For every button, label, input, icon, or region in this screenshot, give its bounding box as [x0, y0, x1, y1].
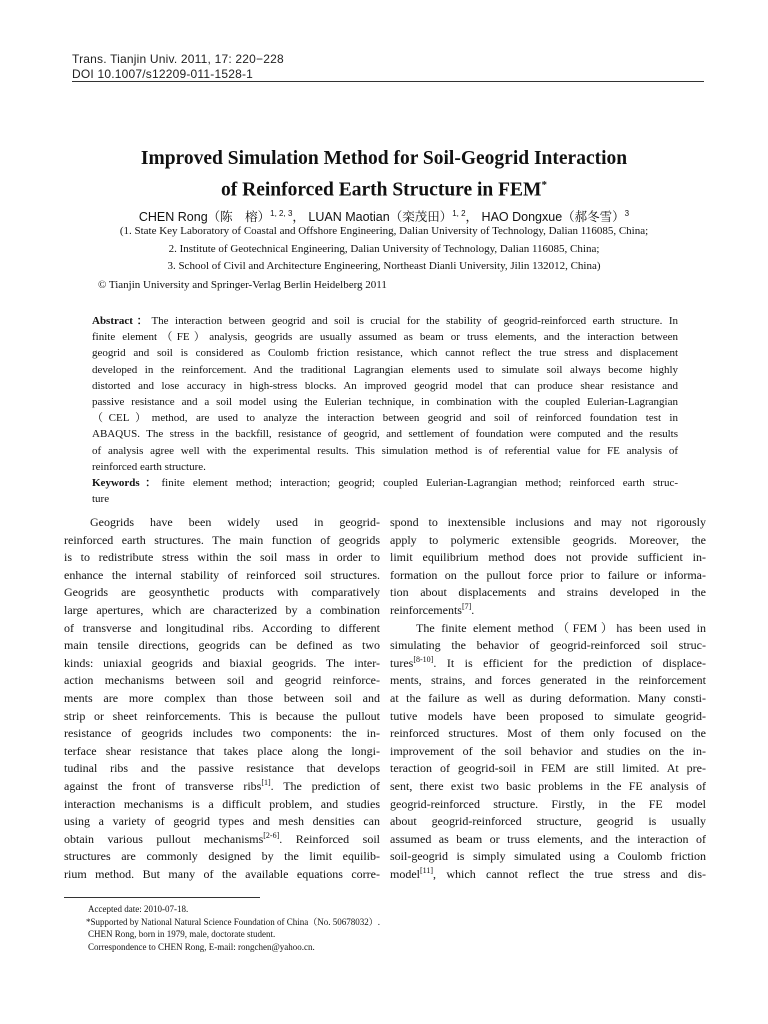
body-text-line: at the failure as well as during deformation. Many consti- [390, 690, 706, 705]
footnote: CHEN Rong, born in 1979, male, doctorate student. [88, 929, 276, 939]
body-text-line: action mechanisms between soil and geogrid reinforce- [64, 673, 380, 688]
body-text-line: soil-geogrid is simply simulated using a Coulomb friction [390, 849, 706, 864]
abstract-line: developed in the reinforcement. And the traditional Lagrangian elements used to simulate soil always become highly [92, 363, 678, 376]
body-text-line: apply to polymeric extensible geogrids. Moreover, the [390, 532, 706, 547]
abstract-line: of analysis agree well with the experimental results. This simulation method is of referential value for FE analysis of [92, 444, 678, 457]
footnote: *Supported by National Natural Science Foundation of China（No. 50678032）. [86, 916, 380, 927]
paper-title [0, 146, 768, 204]
abstract-line: passive resistance and a soil model using the Eulerian technique, in combination with the coupled Eulerian-Lagrangian [92, 395, 678, 408]
citation-ref: [11] [420, 865, 434, 875]
abstract-line: geogrid and soil is considered as Coulomb friction resistance, which cannot reflect the true stress and displacement [92, 347, 678, 360]
body-text-line: about geogrid-reinforced structure, geogrid is usually [390, 814, 706, 829]
body-text-line: of transverse and longitudinal ribs. According to different [64, 620, 380, 635]
body-text-line: tutive models have been proposed to simulate geogrid- [390, 708, 706, 723]
copyright-notice: © Tianjin University and Springer-Verlag Berlin Heidelberg 2011 [98, 279, 387, 291]
text-run: . The prediction of [270, 778, 380, 793]
abstract-label: Abstract： [92, 315, 152, 327]
body-text-line: using a variety of geogrid types and mesh densities can [64, 814, 380, 829]
body-text-line: kinds: uniaxial geogrids and biaxial geogrids. The inter- [64, 655, 380, 670]
body-text-line: sent, there exist two basic problems in the FE analysis of [390, 778, 706, 793]
body-text-line [390, 602, 706, 620]
abstract-line: distorted and lose accuracy in high-stress blocks. An improved geogrid model that can produce shear resistance and [92, 379, 678, 392]
text-run: model [390, 866, 420, 881]
affiliation: 3. School of Civil and Architecture Engineering, Northeast Dianli University, Jilin 132012, China) [167, 260, 601, 272]
body-text-line: formation on the pullout force prior to failure or informa- [390, 567, 706, 582]
body-text-line: simulating the behavior of geogrid-reinforced soil struc- [390, 638, 706, 653]
keywords-line: ture [92, 493, 110, 506]
body-text-line: teraction of geogrid-soil in FEM are still limited. At pre- [390, 761, 706, 776]
footnotes [88, 903, 380, 953]
body-text-line: reinforced earth structures. The main function of geogrids [64, 532, 380, 547]
citation-ref: [2-6] [263, 830, 280, 840]
keywords-line: Keywords：finite element method; interaction; geogrid; coupled Eulerian-Lagrangian method; reinforced earth struc- [92, 476, 678, 489]
body-text-line: improvement of the soil behavior and studies on the in- [390, 743, 706, 758]
body-text-line: rium method. But many of the available equations corre- [64, 866, 380, 881]
body-text-line: The finite element method（FEM）has been used in [416, 620, 706, 635]
footnote: Correspondence to CHEN Rong, E-mail: rongchen@yahoo.cn. [88, 941, 315, 952]
header-rule [72, 81, 704, 82]
affiliations [0, 223, 768, 276]
author: HAO Dongxue（郝冬雪）$^3$ [481, 209, 630, 225]
abstract-block [92, 313, 678, 507]
citation-ref: [8-10] [413, 654, 434, 664]
text-run: tures [390, 655, 414, 670]
abstract-line: finite element（FE）analysis, geogrids are usually assumed as beam or truss elements, and the interaction between [92, 331, 678, 344]
body-text-line: enhance the internal stability of reinforced soil structures. [64, 567, 380, 582]
body-text-line: assumed as beam or truss elements, and the interaction of [390, 831, 706, 846]
text-run: , which cannot reflect the true stress and dis- [433, 866, 706, 881]
body-text-line: reinforced structures. Most of them only focused on the [390, 726, 706, 741]
journal-citation: Trans. Tianjin Univ. 2011, 17: 220−228 [72, 52, 284, 66]
body-text-line: geogrid-reinforced structure. Firstly, in the FE model [390, 796, 706, 811]
body-column-left [64, 514, 380, 883]
body-text-line: main tensile directions, geogrids can be defined as two [64, 638, 380, 653]
text-run: . Reinforced soil [279, 831, 380, 846]
affiliation: 2. Institute of Geotechnical Engineering, Dalian University of Technology, Dalian 116085, China; [168, 242, 600, 255]
doi: DOI 10.1007/s12209-011-1528-1 [72, 67, 254, 81]
text-run: reinforcements [390, 602, 462, 617]
keywords-label: Keywords： [92, 476, 162, 489]
body-text-line: strip or sheet reinforcements. This is because the pullout [64, 708, 380, 723]
abstract-line: ABAQUS. The stress in the backfill, resistance of geogrid, and settlement of foundation were computed and the results [92, 428, 678, 441]
body-text-line: limit equilibrium method does not provide sufficient in- [390, 550, 706, 565]
body-text-line: Geogrids have been widely used in geogrid- [90, 515, 380, 529]
citation-ref: [7] [461, 601, 472, 611]
journal-header [72, 52, 284, 82]
body-text-line [64, 831, 380, 849]
body-text-line: tudinal ribs and the passive resistance that develops [64, 761, 380, 776]
body-text-line [390, 655, 706, 673]
text-run: . It is efficient for the prediction of displace- [433, 655, 706, 670]
body-text-line: spond to inextensible inclusions and may not rigorously [390, 515, 706, 529]
author: CHEN Rong（陈 榕）$^{1, 2, 3}$， [138, 209, 305, 225]
citation-ref: [1] [261, 777, 271, 787]
body-text-line: resistance of geogrids includes two components: the in- [64, 726, 380, 741]
abstract-line: （CEL）method, are used to analyze the interaction between geogrid and soil of reinforced foundation test in [92, 412, 678, 425]
body-text-line [390, 866, 706, 884]
body-text-line: large apertures, which are characterized by a combination [64, 602, 380, 617]
body-text-line: structures are commonly designed by the limit equilib- [64, 849, 380, 864]
body-text-line: Geogrids are geosynthetic products with comparatively [64, 585, 380, 600]
footnote: Accepted date: 2010-07-18. [88, 904, 189, 914]
title-line-1: Improved Simulation Method for Soil-Geogrid Interaction [140, 148, 628, 169]
body-text-line: tion about displacements and strains developed in the [390, 585, 706, 600]
body-column-right [390, 514, 706, 883]
body-text-line: ments, strains, and forces generated in the reinforcement [390, 673, 706, 688]
text-run: obtain various pullout mechanisms [64, 831, 264, 846]
title-line-2: of Reinforced Earth Structure in FEM* [221, 179, 547, 201]
body-text-line: interaction mechanisms is a difficult problem, and studies [64, 796, 380, 811]
abstract-line: reinforced earth structure. [92, 460, 206, 473]
affiliation: (1. State Key Laboratory of Coastal and Offshore Engineering, Dalian University of Technology, Dalian 116085, China; [119, 225, 649, 237]
body-text-line: terface shear resistance that takes place along the longi- [64, 743, 380, 758]
abstract-line: Abstract：The interaction between geogrid and soil is crucial for the stability of geogrid-reinforced earth structure. In [92, 315, 678, 327]
body-text-line [64, 778, 380, 796]
text-run: . [471, 602, 475, 617]
body-text-line: ments are more complex than those between soil and [64, 690, 380, 705]
body-text-line: is to redistribute stress within the soil mass in order to [64, 550, 380, 565]
author: LUAN Maotian（栾茂田）$^{1, 2}$， [308, 209, 479, 225]
title-footnote-mark: * [541, 179, 547, 191]
footnote-rule [64, 897, 260, 898]
text-run: against the front of transverse ribs [64, 778, 262, 793]
